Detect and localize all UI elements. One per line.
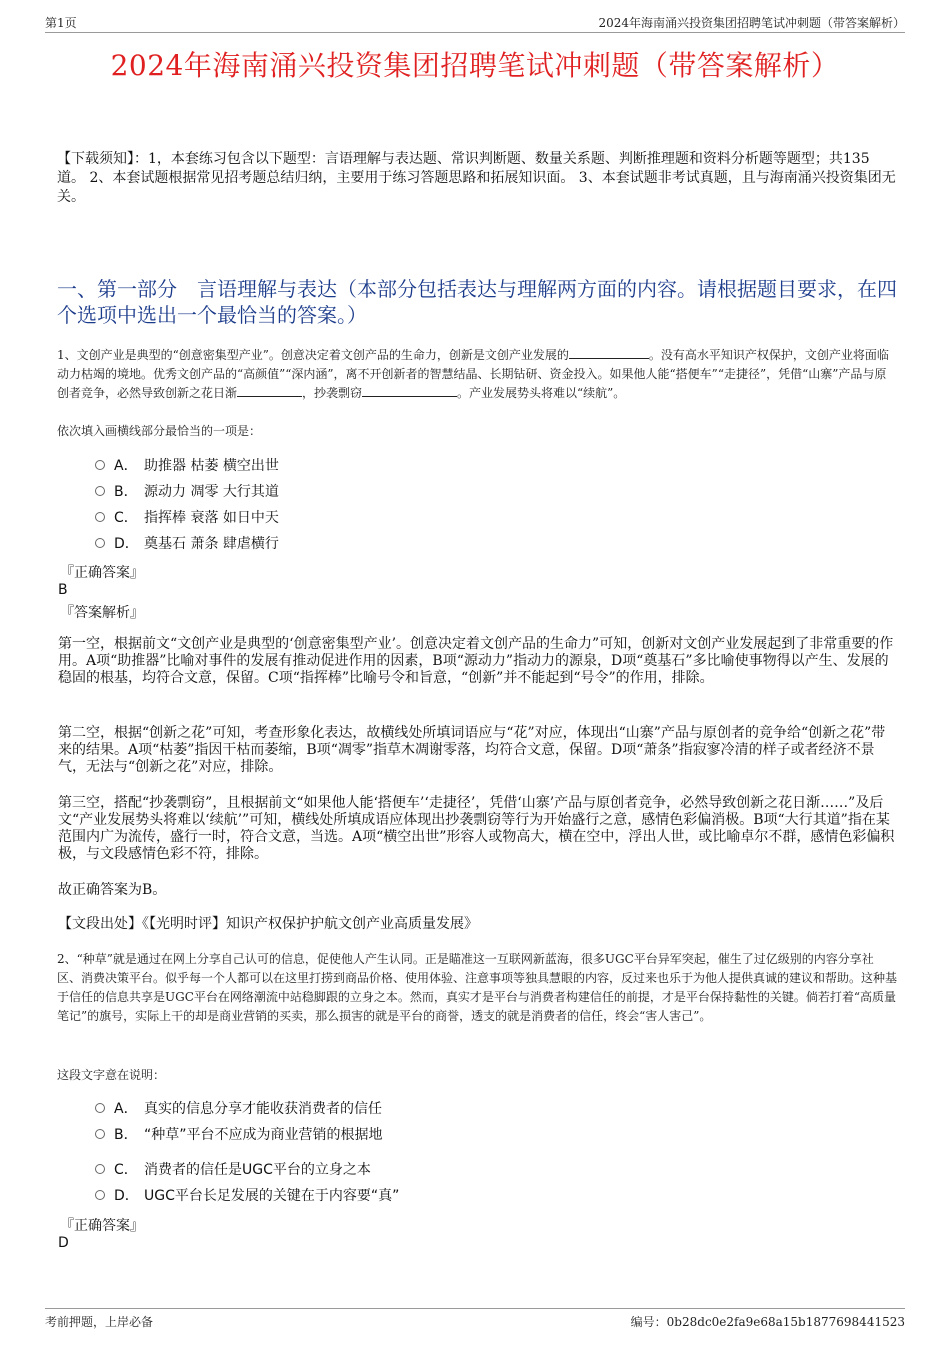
q2-option-c[interactable] bbox=[95, 1160, 371, 1180]
option-letter: B． bbox=[114, 1127, 138, 1143]
option-text: 真实的信息分享才能收获消费者的信任 bbox=[144, 1101, 382, 1117]
download-notice: 【下载须知】：1，本套练习包含以下题型：言语理解与表达题、常识判断题、数量关系题、判断推理题和资料分析题等题型；共135道。 2、本套试题根据常见招考题总结归纳，主要用于练习答题思路和拓展知识面。 3、本套试题非考试真题，且与海南涌兴投资集团无关。 bbox=[57, 151, 896, 205]
question-1-stem bbox=[57, 346, 897, 403]
q2-option-b[interactable] bbox=[95, 1125, 383, 1145]
q1-option-b[interactable] bbox=[95, 482, 279, 502]
q1-stem-part-3: ，抄袭剽窃 bbox=[302, 386, 363, 400]
footer-doc-id: 编号：0b28dc0e2fa9e68a15b1877698441523 bbox=[630, 1315, 905, 1329]
radio-icon[interactable] bbox=[95, 486, 105, 496]
header-divider bbox=[45, 32, 905, 33]
document-title: 2024年海南涌兴投资集团招聘笔试冲刺题（带答案解析） bbox=[110, 49, 840, 82]
q1-analysis-conclusion: 故正确答案为B。 bbox=[58, 882, 167, 898]
option-text: UGC平台长足发展的关键在于内容要“真” bbox=[144, 1188, 400, 1204]
q1-analysis-label: 『答案解析』 bbox=[60, 605, 144, 621]
q2-answer-label: 『正确答案』 bbox=[60, 1218, 144, 1234]
fill-blank-1 bbox=[569, 346, 649, 359]
q1-analysis-para-3: 第三空，搭配“抄袭剽窃”，且根据前文“如果他人能‘搭便车’‘走捷径’，凭借‘山寨’产品与原创者竞争，必然导致创新之花日渐……”及后文“产业发展势头将难以‘续航’”可知，横线处所填成语应体现出抄袭剽窃等行为开始盛行之意，感情色彩偏消极。B项“大行其道”指在某范围内广为流传，盛行一时，符合文意，当选。A项“横空出世”形容人或物高大，横在空中，浮出人世，或比喻卓尔不群，感情色彩偏积极，与文段感情色彩不符，排除。 bbox=[58, 795, 895, 862]
header-doc-title: 2024年海南涌兴投资集团招聘笔试冲刺题（带答案解析） bbox=[598, 16, 905, 30]
radio-icon[interactable] bbox=[95, 538, 105, 548]
option-letter: C． bbox=[114, 510, 138, 526]
option-letter: C． bbox=[114, 1162, 138, 1178]
radio-icon[interactable] bbox=[95, 512, 105, 522]
footer-slogan: 考前押题，上岸必备 bbox=[45, 1315, 154, 1329]
option-text: 奠基石 萧条 肆虐横行 bbox=[144, 536, 279, 552]
option-letter: D． bbox=[114, 536, 139, 552]
q1-stem-part-1: 1、文创产业是典型的“创意密集型产业”。创意决定着文创产品的生命力，创新是文创产业发展的 bbox=[57, 348, 569, 362]
radio-icon[interactable] bbox=[95, 1190, 105, 1200]
option-text: 消费者的信任是UGC平台的立身之本 bbox=[144, 1162, 371, 1178]
q2-answer: D bbox=[58, 1235, 69, 1251]
fill-blank-2 bbox=[237, 384, 302, 397]
option-letter: B． bbox=[114, 484, 138, 500]
question-2-prompt: 这段文字意在说明： bbox=[57, 1068, 166, 1082]
q1-source: 【文段出处】《【光明时评】知识产权保护护航文创产业高质量发展》 bbox=[58, 916, 478, 932]
q1-answer-label: 『正确答案』 bbox=[60, 565, 144, 581]
footer-divider bbox=[45, 1308, 905, 1309]
q1-answer: B bbox=[58, 582, 68, 598]
q1-analysis-para-1: 第一空，根据前文“文创产业是典型的‘创意密集型产业’。创意决定着文创产品的生命力”可知，创新对文创产业发展起到了非常重要的作用。A项“助推器”比喻对事件的发展有推动促进作用的因素，B项“源动力”指动力的源泉，D项“奠基石”多比喻使事物得以产生、发展的稳固的根基，均符合文意，保留。C项“指挥棒”比喻号令和旨意，“创新”并不能起到“号令”的作用，排除。 bbox=[58, 636, 894, 686]
q1-stem-part-4: 。产业发展势头将难以“续航”。 bbox=[457, 386, 626, 400]
option-letter: D． bbox=[114, 1188, 139, 1204]
option-letter: A． bbox=[114, 1101, 138, 1117]
q1-option-a[interactable] bbox=[95, 456, 279, 476]
section-heading: 一、第一部分 言语理解与表达（本部分包括表达与理解两方面的内容。请根据题目要求，在四个选项中选出一个最恰当的答案。） bbox=[57, 277, 897, 327]
q1-option-d[interactable] bbox=[95, 534, 279, 554]
radio-icon[interactable] bbox=[95, 460, 105, 470]
question-2-stem: 2、“种草”就是通过在网上分享自己认可的信息，促使他人产生认同。正是瞄准这一互联网新蓝海，很多UGC平台异军突起，催生了过亿级别的内容分享社区、消费决策平台。似乎每一个人都可以在这里打捞到商品价格、使用体验、注意事项等独具慧眼的内容，反过来也乐于为他人提供真诚的建议和帮助。这种基于信任的信息共享是UGC平台在网络潮流中站稳脚跟的立身之本。然而，真实才是平台与消费者构建信任的前提，才是平台保持黏性的关键。倘若打着“高质量笔记”的旗号，实际上干的却是商业营销的买卖，那么损害的就是平台的商誉，透支的就是消费者的信任，终会“害人害己”。 bbox=[57, 952, 898, 1023]
q1-analysis-para-2: 第二空，根据“创新之花”可知，考查形象化表达，故横线处所填词语应与“花”对应，体现出“山寨”产品与原创者的竞争给“创新之花”带来的结果。A项“枯萎”指因干枯而萎缩，B项“凋零”指草木凋谢零落，均符合文意，保留。D项“萧条”指寂寥冷清的样子或者经济不景气，无法与“创新之花”对应，排除。 bbox=[58, 725, 886, 775]
radio-icon[interactable] bbox=[95, 1129, 105, 1139]
q1-option-c[interactable] bbox=[95, 508, 279, 528]
radio-icon[interactable] bbox=[95, 1164, 105, 1174]
option-letter: A． bbox=[114, 458, 138, 474]
q1-stem-part-2: 。没有高水平知识产权保护，文创产业将面临动力枯竭的境地。优秀文创产品的“高颜值”“深内涵”，离不开创新者的智慧结晶、长期钻研、资金投入。如果他人能“搭便车”“走捷径”，凭借“山寨”产品与原创者竞争，必然导致创新之花日渐 bbox=[57, 348, 889, 400]
question-1-prompt: 依次填入画横线部分最恰当的一项是： bbox=[57, 424, 262, 438]
page-number: 第1页 bbox=[45, 16, 77, 30]
fill-blank-3 bbox=[362, 384, 457, 397]
option-text: “种草”平台不应成为商业营销的根据地 bbox=[144, 1127, 383, 1143]
option-text: 指挥棒 衰落 如日中天 bbox=[144, 510, 279, 526]
option-text: 源动力 凋零 大行其道 bbox=[144, 484, 279, 500]
option-text: 助推器 枯萎 横空出世 bbox=[144, 458, 279, 474]
q2-option-a[interactable] bbox=[95, 1099, 382, 1119]
q2-option-d[interactable] bbox=[95, 1186, 399, 1206]
radio-icon[interactable] bbox=[95, 1103, 105, 1113]
